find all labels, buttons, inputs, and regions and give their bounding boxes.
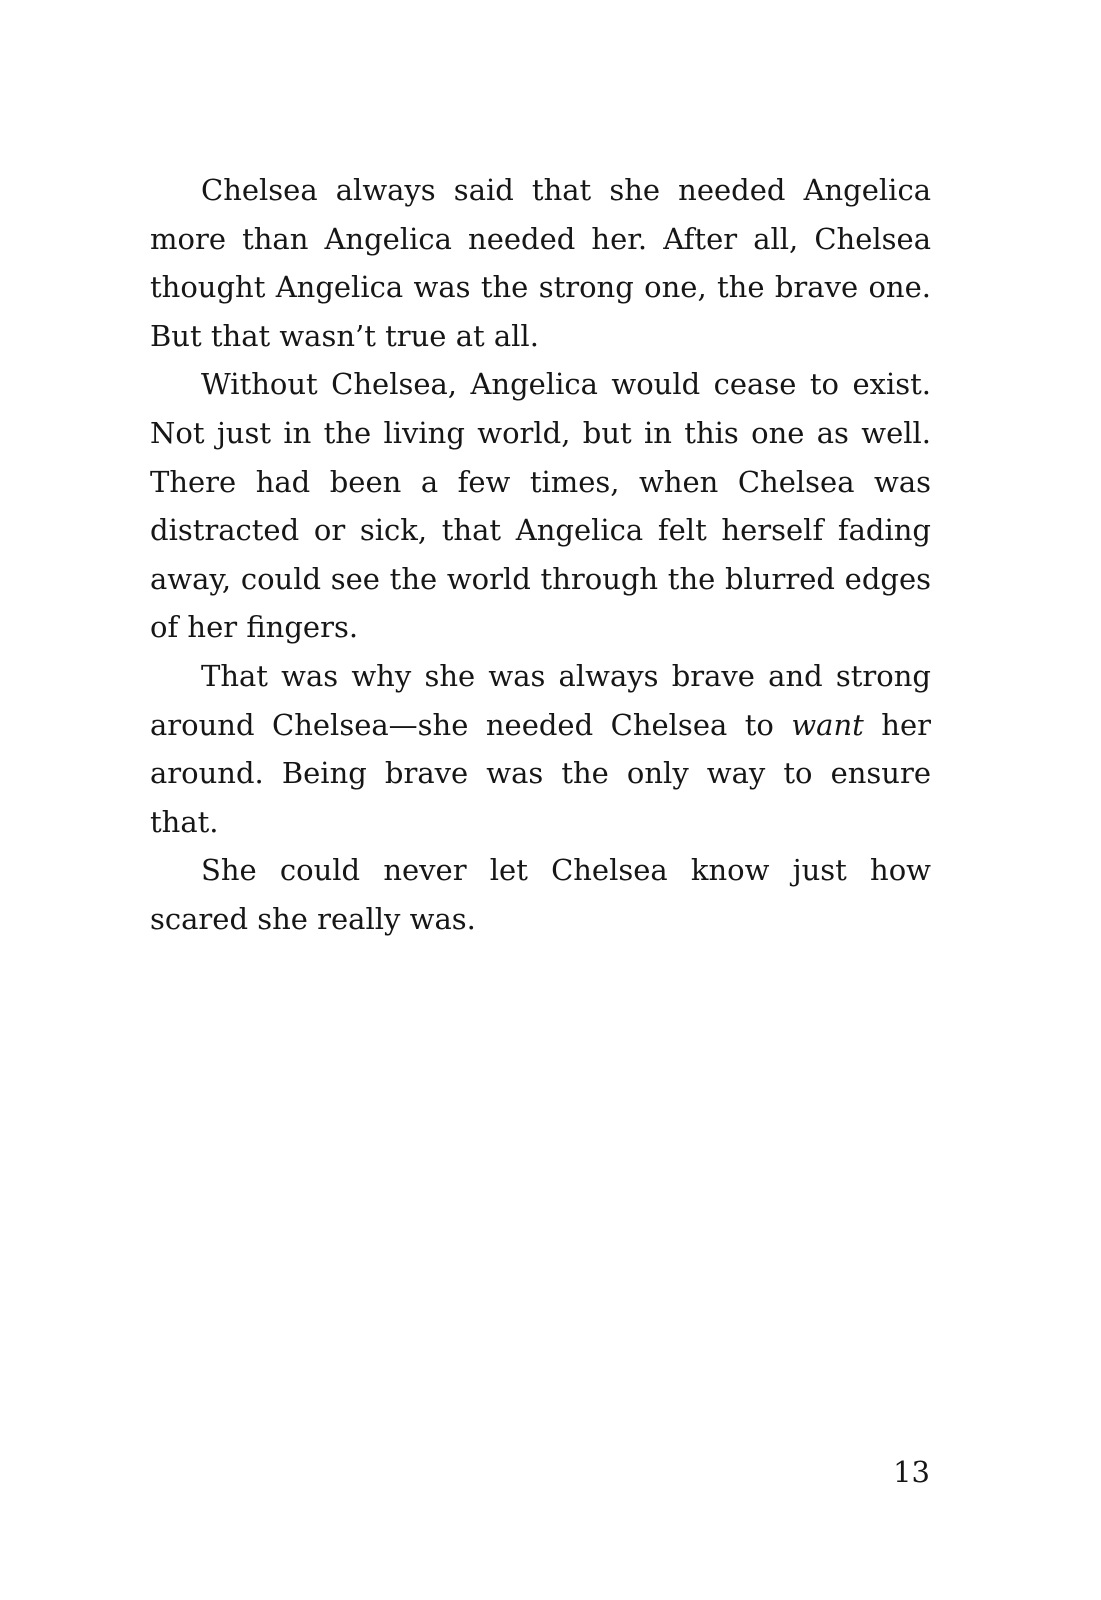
paragraph-4: She could never let Chelsea know just how scared she really was. (150, 853, 931, 936)
paragraph-3 (150, 652, 931, 846)
body-text (150, 166, 931, 944)
paragraph-3-text-start: That was why she was always brave and strong around Chelsea—she needed Chelsea to (150, 658, 931, 742)
paragraph-2: Without Chelsea, Angelica would cease to exist. Not just in the living world, but in this one as well. There had been a few times, when Chelsea was distracted or sick, that Angelica felt herself fading away, could see the world through the blurred edges of her fingers. (150, 367, 931, 645)
emphasized-word: want (791, 707, 864, 742)
paragraph-1: Chelsea always said that she needed Angelica more than Angelica needed her. After all, Chelsea thought Angelica was the strong one, the brave one. But that wasn’t true at all. (150, 173, 931, 353)
page-number: 13 (893, 1455, 930, 1489)
paragraph-3-text-end: her around. Being brave was the only way to ensure that. (150, 707, 931, 839)
